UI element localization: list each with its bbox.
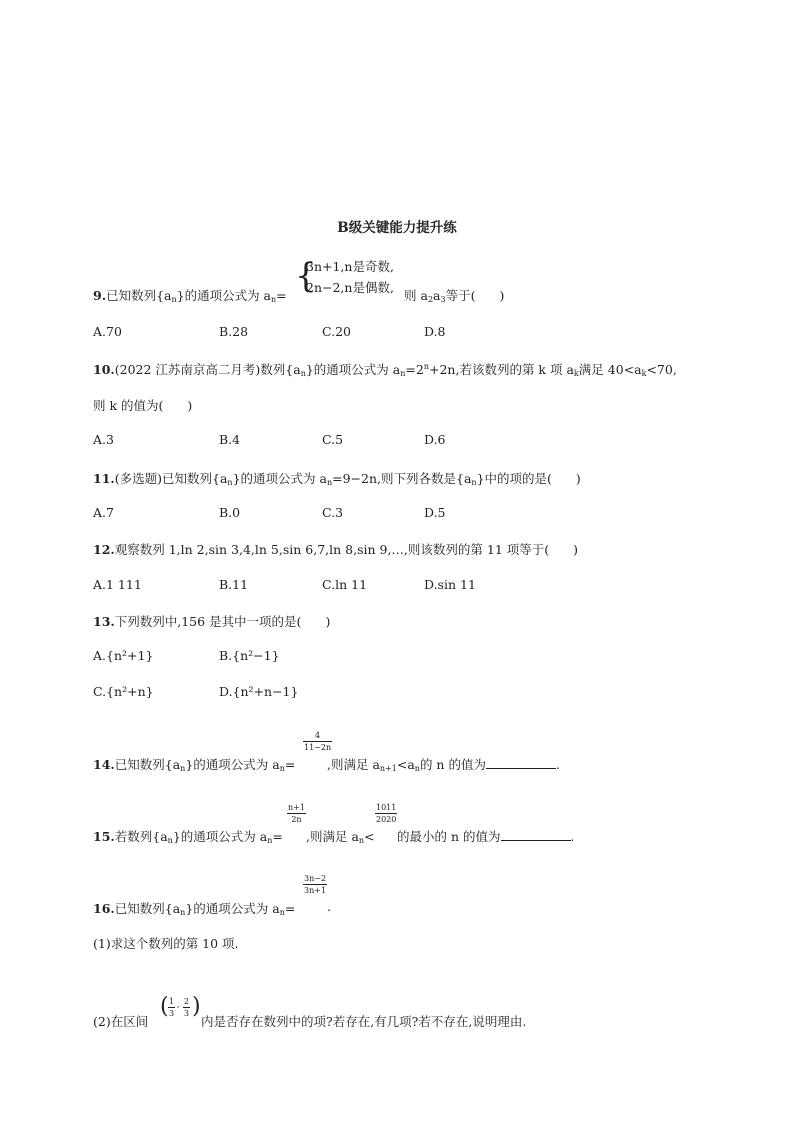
question-16: 16.已知数列$\{a_n\}$的通项公式为 $a_n=$ (93, 901, 296, 917)
q9-option-a: A.70 (93, 324, 122, 339)
question-11: 11.(多选题)已知数列$\{a_n\}$的通项公式为 $a_n=9-2n$,则下列各数是$\{a_n\}$中的项的是( ) (93, 471, 581, 487)
q16-part-2-lead: (2)在区间 (93, 1014, 149, 1029)
q13-option-a: A.{n²+1} (93, 648, 154, 663)
q12-option-b: B.11 (219, 577, 249, 592)
q15-fraction-2: 1011 2020 (376, 803, 397, 824)
section-title: B级关键能力提升练 (337, 220, 457, 236)
q9-option-d: D.8 (424, 324, 446, 339)
question-9: 9.已知数列$\{a_n\}$的通项公式为 $a_n=$ (93, 288, 287, 304)
q10-number: 10. (93, 362, 115, 377)
q11-number: 11. (93, 471, 115, 486)
q12-number: 12. (93, 542, 115, 557)
q12-option-a: A.1 111 (93, 577, 142, 592)
question-13: 13.下列数列中,156 是其中一项的是( ) (93, 614, 331, 629)
q13-number: 13. (93, 614, 115, 629)
question-12: 12.观察数列 1,ln 2,sin 3,4,ln 5,sin 6,7,ln 8,sin 9,…,则该数列的第 11 项等于( ) (93, 542, 579, 557)
q10-option-a: A.3 (93, 432, 114, 447)
q9-case-1: 3n+1,n是奇数, (306, 259, 394, 274)
q12-option-d: D.sin 11 (424, 577, 476, 592)
q15-answer-blank[interactable] (501, 830, 571, 841)
q15-number: 15. (93, 829, 115, 844)
q16-part-2-text: 内是否存在数列中的项?若存在,有几项?若不存在,说明理由. (201, 1014, 527, 1029)
question-10: 10.(2022 江苏南京高二月考)数列$\{a_n\}$的通项公式为 $a_n=2^n+2n$,若该数列的第 k 项 $a_k$满足 $40<a_k<70$, (93, 362, 677, 378)
q9-case-2: 2n−2,n是偶数, (306, 280, 394, 295)
q9-option-b: B.28 (219, 324, 249, 339)
q11-option-a: A.7 (93, 505, 114, 520)
q11-option-c: C.3 (322, 505, 344, 520)
q9-option-c: C.20 (322, 324, 351, 339)
q10-option-c: C.5 (322, 432, 344, 447)
interval-open-paren: ( (160, 994, 169, 1019)
q15-fraction-1: n+1 2n (288, 803, 305, 824)
q11-option-d: D.5 (424, 505, 446, 520)
q13-option-b: B.{n²−1} (219, 648, 280, 663)
q14-number: 14. (93, 757, 115, 772)
q13-option-d: D.{n²+n−1} (219, 684, 299, 699)
q16-fraction: 3n−2 3n+1 (304, 874, 327, 895)
q10-line-2: 则 k 的值为( ) (93, 398, 193, 413)
interval-comma: , (177, 1000, 180, 1009)
question-15: 15.若数列$\{a_n\}$的通项公式为 $a_n=$ (93, 829, 283, 845)
interval-lower-fraction: 1 3 (169, 997, 175, 1018)
piecewise-brace: { (295, 256, 317, 296)
q11-option-b: B.0 (219, 505, 241, 520)
q9-tail: 则 $a_2a_3$等于( ) (404, 288, 505, 304)
q16-number: 16. (93, 901, 115, 916)
q12-option-c: C.ln 11 (322, 577, 368, 592)
q13-option-c: C.{n²+n} (93, 684, 154, 699)
q14-answer-blank[interactable] (486, 758, 556, 769)
q15-mid: ,则满足 $a_n<$ (306, 829, 375, 845)
question-14: 14.已知数列$\{a_n\}$的通项公式为 $a_n=$ (93, 757, 296, 773)
interval-upper-fraction: 2 3 (184, 997, 190, 1018)
q9-number: 9. (93, 288, 107, 303)
interval-close-paren: ) (192, 994, 201, 1019)
q14-tail: ,则满足 $a_{n+1}<a_n$的 n 的值为 . (327, 757, 560, 773)
q10-option-b: B.4 (219, 432, 241, 447)
q16-end: . (327, 899, 331, 914)
q10-option-d: D.6 (424, 432, 446, 447)
q14-fraction: 4 11−2n (304, 731, 332, 752)
q15-tail: 的最小的 n 的值为 . (397, 829, 575, 844)
q16-part-1: (1)求这个数列的第 10 项. (93, 936, 239, 951)
